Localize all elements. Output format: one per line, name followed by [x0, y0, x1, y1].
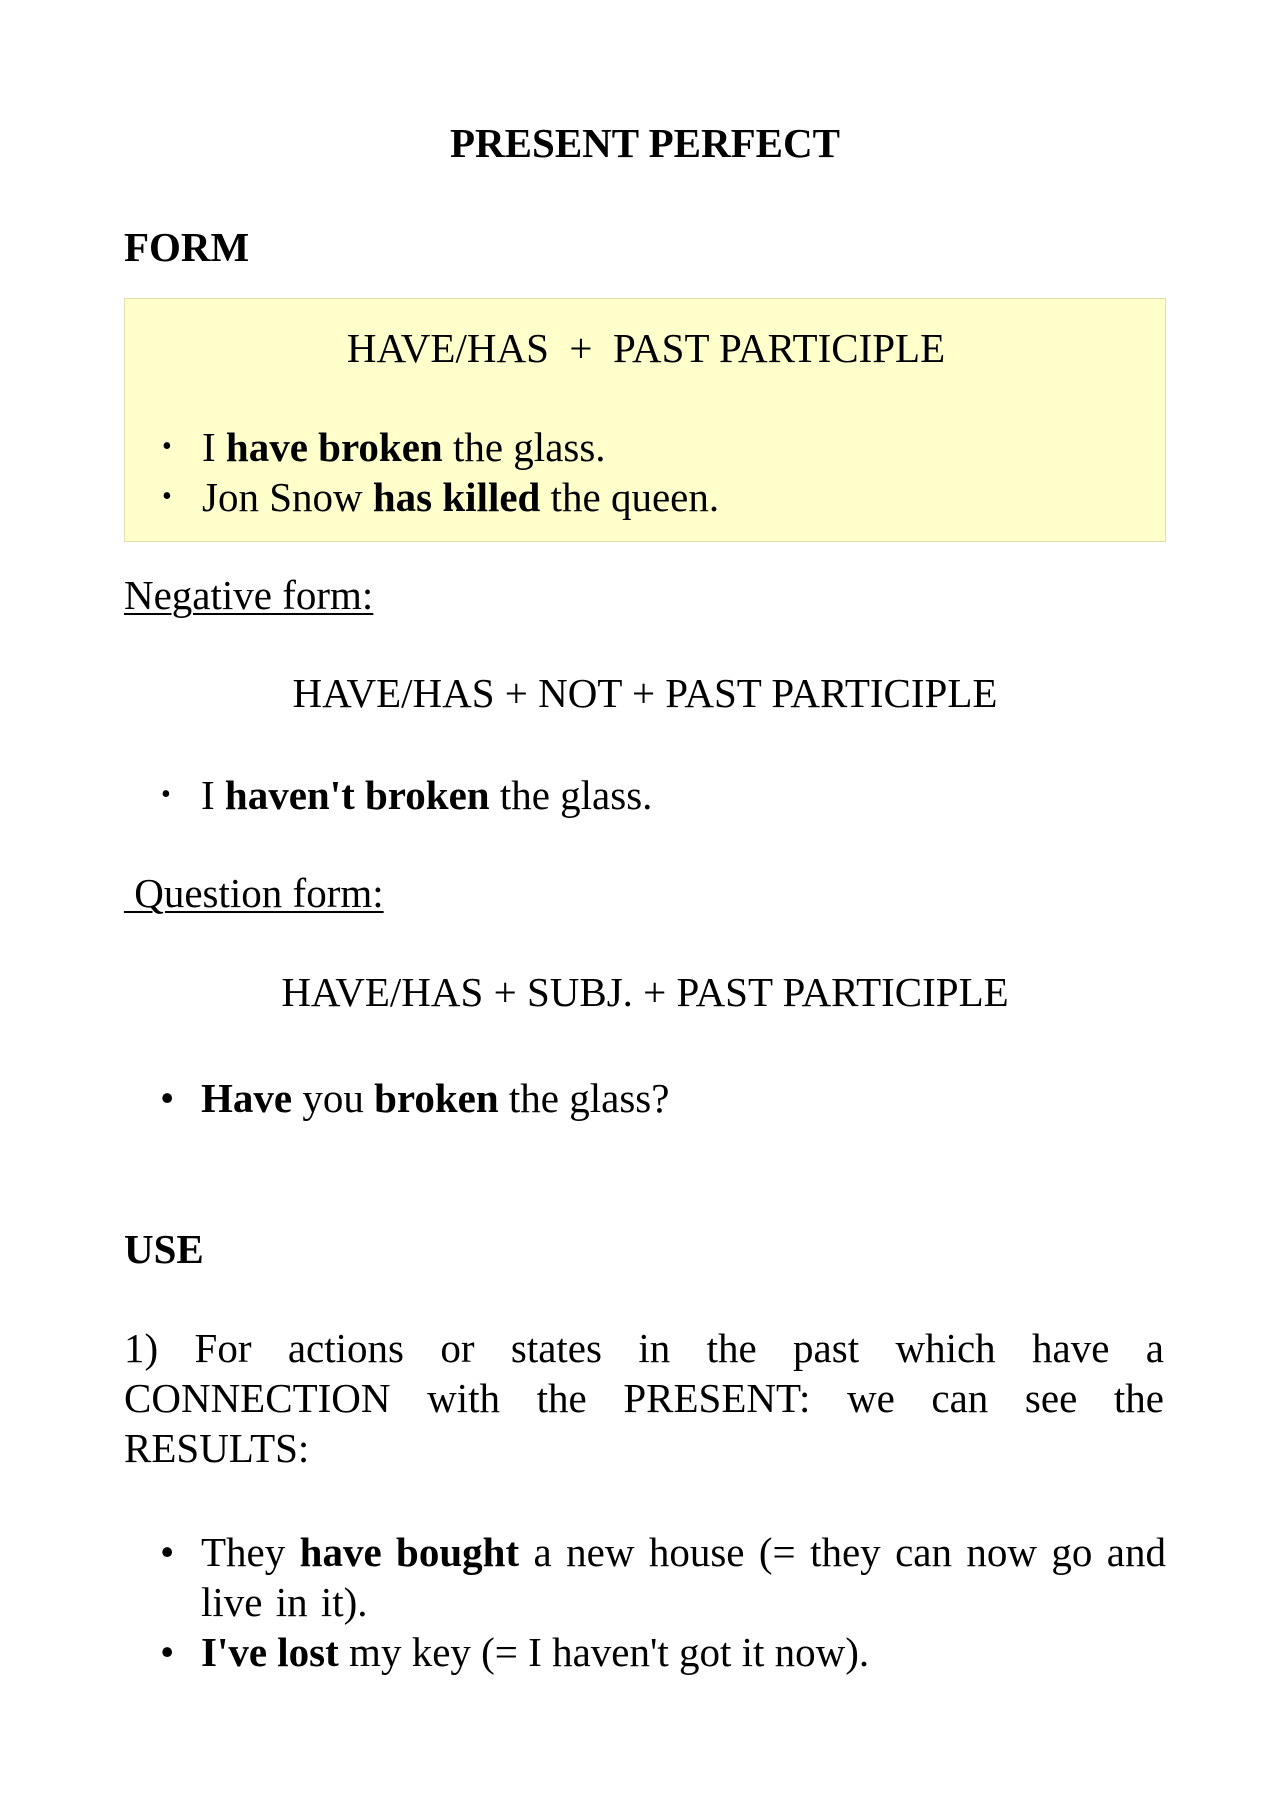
example-text: a new house (= they can now go and live in it).	[201, 1529, 1166, 1625]
use-examples	[124, 1527, 1166, 1677]
list-item	[124, 770, 1166, 820]
bullet-icon: •	[161, 779, 171, 810]
negative-formula: HAVE/HAS + NOT + PAST PARTICIPLE	[292, 670, 998, 716]
example-verb: haven't broken	[224, 772, 490, 818]
example-verb: has killed	[372, 474, 541, 520]
example-text: I	[201, 772, 225, 818]
example-verb: broken	[374, 1075, 499, 1121]
bullet-icon: •	[160, 1629, 175, 1675]
form-box	[124, 298, 1166, 542]
example-text: my key (= I haven't got it now).	[338, 1629, 870, 1675]
question-examples	[124, 1073, 1166, 1123]
question-form-label: Question form:	[124, 870, 384, 916]
bullet-icon: •	[162, 481, 172, 512]
example-verb: Have	[201, 1075, 293, 1121]
list-item	[125, 472, 1167, 522]
example-verb: have bought	[299, 1529, 520, 1575]
list-item	[124, 1073, 1166, 1123]
example-text: I	[202, 424, 226, 470]
use-heading: USE	[124, 1226, 204, 1272]
list-item	[124, 1627, 1166, 1677]
example-text: the glass.	[442, 424, 606, 470]
example-verb: have broken	[225, 424, 443, 470]
example-text: They	[201, 1529, 300, 1575]
example-text: the queen.	[540, 474, 720, 520]
bullet-icon: •	[162, 431, 172, 462]
example-text: Jon Snow	[202, 474, 373, 520]
negative-form-label: Negative form:	[124, 572, 374, 618]
affirmative-examples	[125, 422, 1167, 522]
bullet-icon: •	[160, 1075, 175, 1121]
use-rule-1: 1) For actions or states in the past which have a CONNECTION with the PRESENT: we can see the RESULTS:	[124, 1325, 1164, 1471]
bullet-icon: •	[160, 1529, 175, 1575]
example-text: the glass.	[489, 772, 653, 818]
page-title: PRESENT PERFECT	[450, 120, 840, 166]
form-heading: FORM	[124, 224, 250, 270]
example-text: you	[292, 1075, 375, 1121]
negative-examples	[124, 770, 1166, 820]
affirmative-formula: HAVE/HAS + PAST PARTICIPLE	[346, 325, 946, 371]
list-item	[125, 422, 1167, 472]
question-formula: HAVE/HAS + SUBJ. + PAST PARTICIPLE	[281, 969, 1009, 1015]
example-verb: I've lost	[201, 1629, 339, 1675]
example-text: the glass?	[498, 1075, 670, 1121]
list-item	[124, 1527, 1166, 1627]
